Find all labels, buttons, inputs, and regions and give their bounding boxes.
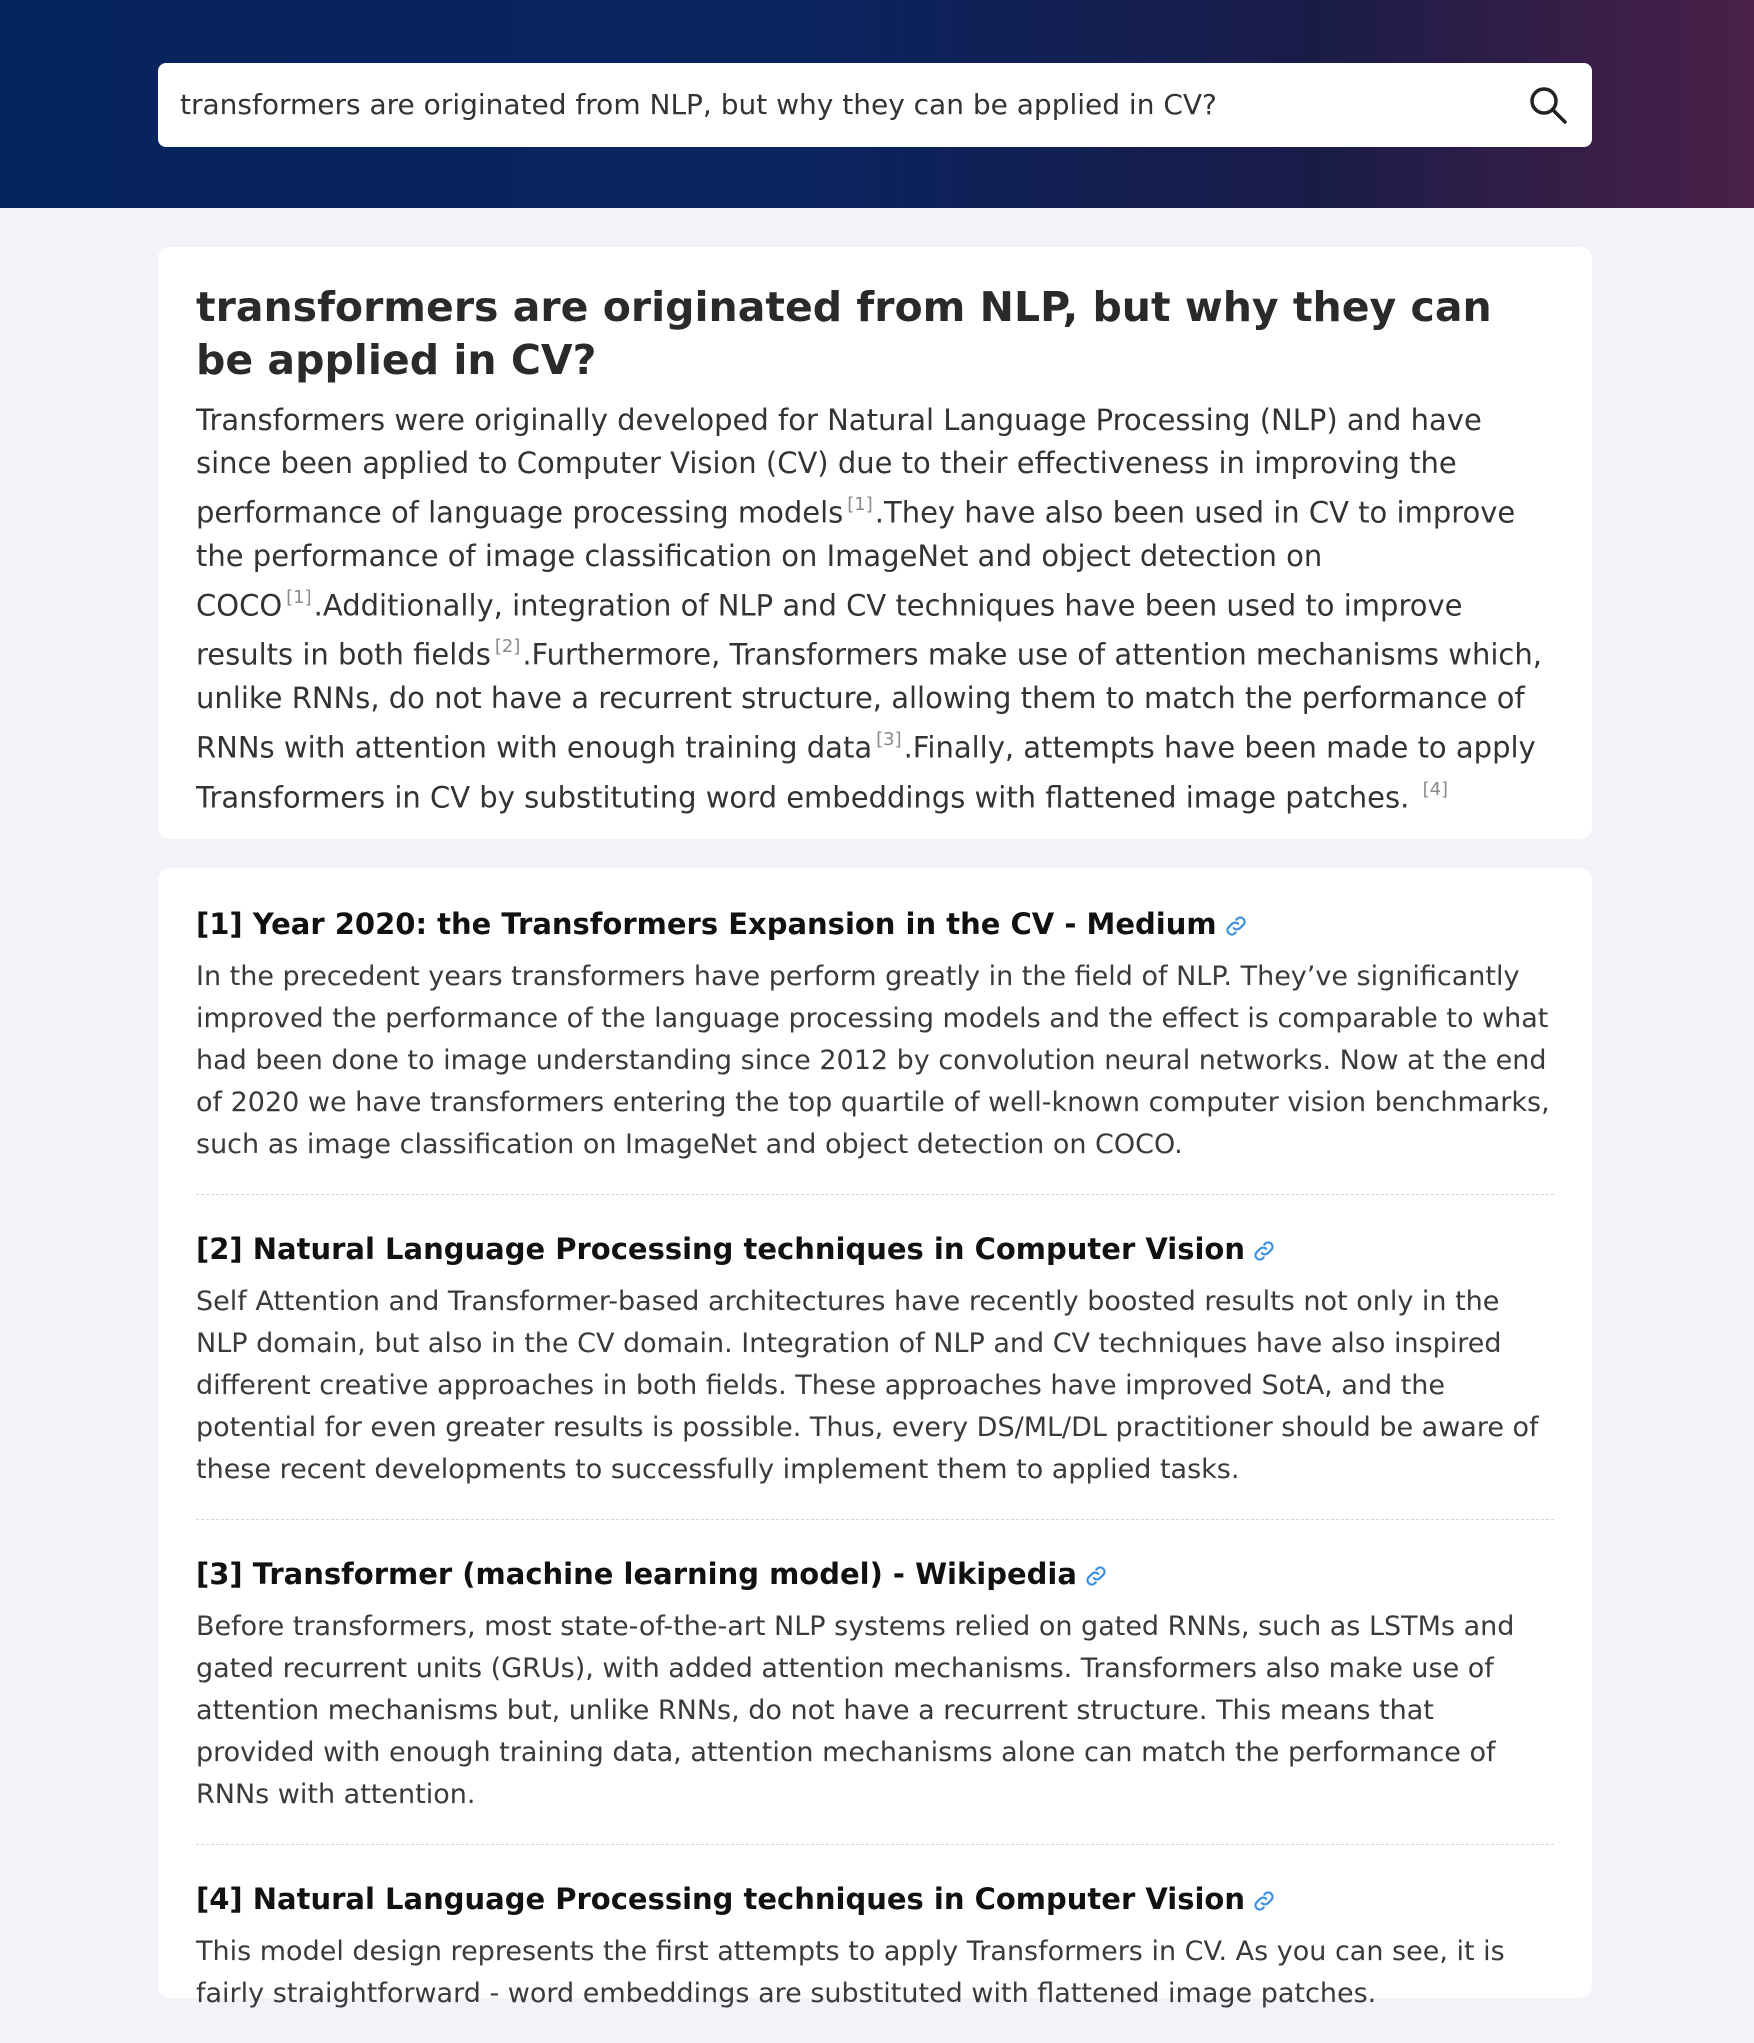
- source-title[interactable]: [196, 1877, 1554, 1921]
- link-icon[interactable]: [1223, 913, 1249, 939]
- search-input[interactable]: transformers are originated from NLP, but why they can be applied in CV?: [180, 88, 1217, 121]
- source-title-text[interactable]: [2] Natural Language Processing techniques in Computer Vision: [196, 1232, 1245, 1266]
- source-item: [196, 902, 1554, 1195]
- source-item: [196, 1227, 1554, 1520]
- source-title-text[interactable]: [1] Year 2020: the Transformers Expansion in the CV - Medium: [196, 907, 1217, 941]
- citation-marker[interactable]: [1]: [847, 494, 873, 515]
- answer-segment: .Furthermore, Transformers make use of attention mechanisms which, unlike RNNs, do not have a recurrent structure, allowing them to match the performance of RNNs with attention with enough training data: [196, 637, 1542, 765]
- source-item: [196, 1877, 1554, 2043]
- link-icon[interactable]: [1251, 1888, 1277, 1914]
- source-title-text[interactable]: [3] Transformer (machine learning model) - Wikipedia: [196, 1557, 1077, 1591]
- link-icon[interactable]: [1083, 1563, 1109, 1589]
- source-title[interactable]: [196, 1552, 1554, 1596]
- answer-card: [158, 247, 1592, 839]
- source-title[interactable]: [196, 1227, 1554, 1271]
- source-title[interactable]: [196, 902, 1554, 946]
- source-title-text[interactable]: [4] Natural Language Processing techniques in Computer Vision: [196, 1882, 1245, 1916]
- sources-card: [158, 868, 1592, 2009]
- answer-segment: Transformers were originally developed for Natural Language Processing (NLP) and have since been applied to Computer Vision (CV) due to their effectiveness in improving the performance of language processing models: [196, 403, 1482, 530]
- source-snippet: This model design represents the first attempts to apply Transformers in CV. As you can see, it is fairly straightforward - word embeddings are substituted with flattened image patches.: [196, 1936, 1505, 2009]
- source-snippet: In the precedent years transformers have perform greatly in the field of NLP. They’ve significantly improved the performance of the language processing models and the effect is comparable to what had been done to image understanding since 2012 by convolution neural networks. Now at the end of 2020 we have transformers entering the top quartile of well-known computer vision benchmarks, such as image classification on ImageNet and object detection on COCO.: [196, 961, 1550, 1160]
- source-snippet: Self Attention and Transformer-based architectures have recently boosted results not only in the NLP domain, but also in the CV domain. Integration of NLP and CV techniques have also inspired different creative approaches in both fields. These approaches have improved SotA, and the potential for even greater results is possible. Thus, every DS/ML/DL practitioner should be aware of these recent developments to successfully implement them to applied tasks.: [196, 1286, 1539, 1485]
- source-item: [196, 1552, 1554, 1845]
- link-icon[interactable]: [1251, 1238, 1277, 1264]
- search-bar[interactable]: [158, 63, 1592, 147]
- answer-segment: .Finally, attempts have been made to apply Transformers in CV by substituting word embeddings with flattened image patches.: [196, 730, 1536, 815]
- citation-marker[interactable]: [2]: [494, 636, 521, 658]
- header-banner: [0, 0, 1754, 208]
- answer-title: transformers are originated from NLP, but why they can be applied in CV?: [196, 283, 1492, 384]
- answer-segment: .Additionally, integration of NLP and CV techniques have been used to improve results in both fields: [196, 588, 1463, 672]
- answer-text: [196, 399, 1554, 819]
- citation-marker[interactable]: [4]: [1422, 778, 1449, 800]
- search-icon[interactable]: [1526, 83, 1570, 127]
- citation-marker[interactable]: [1]: [286, 586, 312, 608]
- answer-segment: .They have also been used in CV to improve the performance of image classification on ImageNet and object detection on COCO: [196, 495, 1516, 623]
- citation-marker[interactable]: [3]: [876, 728, 902, 750]
- source-snippet: Before transformers, most state-of-the-art NLP systems relied on gated RNNs, such as LSTMs and gated recurrent units (GRUs), with added attention mechanisms. Transformers also make use of attention mechanisms but, unlike RNNs, do not have a recurrent structure. This means that provided with enough training data, attention mechanisms alone can match the performance of RNNs with attention.: [196, 1611, 1515, 1810]
